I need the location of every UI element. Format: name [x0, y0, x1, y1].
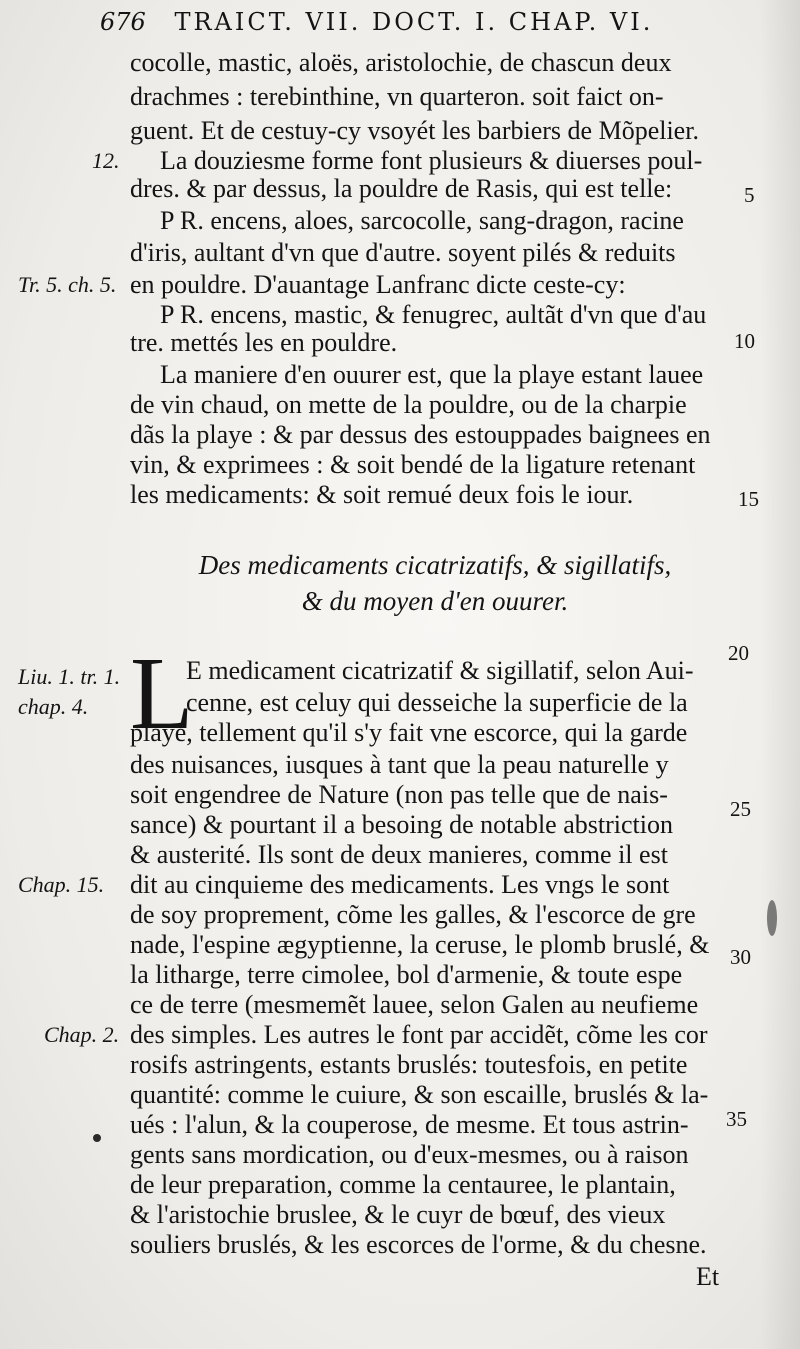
body-line: d'iris, aultant d'vn que d'autre. soyent pilés & reduits [130, 238, 676, 267]
margin-note: chap. 4. [18, 694, 89, 719]
line-number: 30 [730, 945, 751, 969]
line-number: 20 [728, 641, 749, 665]
body-line: dres. & par dessus, la pouldre de Rasis, qui est telle: [130, 174, 673, 203]
section-heading: & du moyen d'en ouurer. [301, 586, 569, 616]
section-line: & l'aristochie bruslee, & le cuyr de bœuf, des vieux [130, 1200, 666, 1229]
line-number: 25 [730, 797, 751, 821]
margin-note: Chap. 15. [18, 872, 105, 897]
section-line: quantité: comme le cuiure, & son escaille, bruslés & la- [130, 1080, 709, 1109]
section-line: cenne, est celuy qui desseiche la superficie de la [186, 688, 688, 717]
section-line: de soy proprement, cõme les galles, & l'escorce de gre [130, 900, 696, 929]
section-line: nade, l'espine ægyptienne, la ceruse, le plomb bruslé, & [130, 930, 710, 959]
section-line: dit au cinquieme des medicaments. Les vngs le sont [130, 870, 670, 899]
section-line: playe, tellement qu'il s'y fait vne escorce, qui la garde [130, 718, 688, 747]
body-line: La douziesme forme font plusieurs & diuerses poul- [160, 146, 703, 175]
body-line: tre. mettés les en pouldre. [130, 328, 398, 357]
margin-note: Chap. 2. [44, 1022, 120, 1047]
section-line: sance) & pourtant il a besoing de notable abstriction [130, 810, 673, 839]
body-line: La maniere d'en ouurer est, que la playe estant lauee [160, 360, 704, 389]
body-line: les medicaments: & soit remué deux fois le iour. [130, 480, 634, 509]
drop-cap: L [130, 636, 194, 751]
section-line: de leur preparation, comme la centauree, le plantain, [130, 1170, 676, 1199]
line-number: 35 [726, 1107, 747, 1131]
section-line: ce de terre (mesmemẽt lauee, selon Galen au neufieme [130, 990, 699, 1019]
section-line: des simples. Les autres le font par accidẽt, cõme les cor [130, 1020, 708, 1049]
margin-note: Tr. 5. ch. 5. [18, 272, 117, 297]
line-number: 5 [744, 183, 755, 207]
body-line: vin, & exprimees : & soit bendé de la ligature retenant [130, 450, 696, 479]
section-line: gents sans mordication, ou d'eux-mesmes, ou à raison [130, 1140, 689, 1169]
body-line: cocolle, mastic, aloës, aristolochie, de chascun deux [130, 48, 672, 77]
section-line: rosifs astringents, estants bruslés: toutesfois, en petite [130, 1050, 688, 1079]
section-line: ués : l'alun, & la couperose, de mesme. Et tous astrin- [130, 1110, 689, 1139]
section-line: soit engendree de Nature (non pas telle que de nais- [130, 780, 668, 809]
section-line: des nuisances, iusques à tant que la peau naturelle y [130, 750, 669, 779]
running-title: TRAICT. VII. DOCT. I. CHAP. VI. [174, 8, 654, 36]
ink-smudge [767, 900, 777, 936]
body-line: en pouldre. D'auantage Lanfranc dicte ceste-cy: [130, 270, 626, 299]
body-line: dãs la playe : & par dessus des estouppades baignees en [130, 420, 711, 449]
ink-speck [93, 1134, 101, 1142]
margin-note: 12. [92, 148, 120, 173]
margin-note: Liu. 1. tr. 1. [18, 664, 121, 689]
section-heading: Des medicaments cicatrizatifs, & sigillatifs, [198, 550, 672, 580]
body-line: P R. encens, mastic, & fenugrec, aultãt d'vn que d'au [160, 300, 707, 329]
line-number: 15 [738, 487, 759, 511]
section-line: la litharge, terre cimolee, bol d'armenie, & toute espe [130, 960, 683, 989]
page-number: 676 [100, 8, 146, 36]
body-line: drachmes : terebinthine, vn quarteron. soit faict on- [130, 82, 664, 111]
body-line: guent. Et de cestuy-cy vsoyét les barbiers de Mõpelier. [130, 116, 699, 145]
line-number: 10 [734, 329, 755, 353]
body-line: de vin chaud, on mette de la pouldre, ou de la charpie [130, 390, 687, 419]
catchword: Et [696, 1262, 720, 1291]
section-line: & austerité. Ils sont de deux manieres, comme il est [130, 840, 668, 869]
section-line: E medicament cicatrizatif & sigillatif, selon Aui- [186, 656, 694, 685]
section-line: souliers bruslés, & les escorces de l'orme, & du chesne. [130, 1230, 707, 1259]
body-line: P R. encens, aloes, sarcocolle, sang-dragon, racine [160, 206, 684, 235]
